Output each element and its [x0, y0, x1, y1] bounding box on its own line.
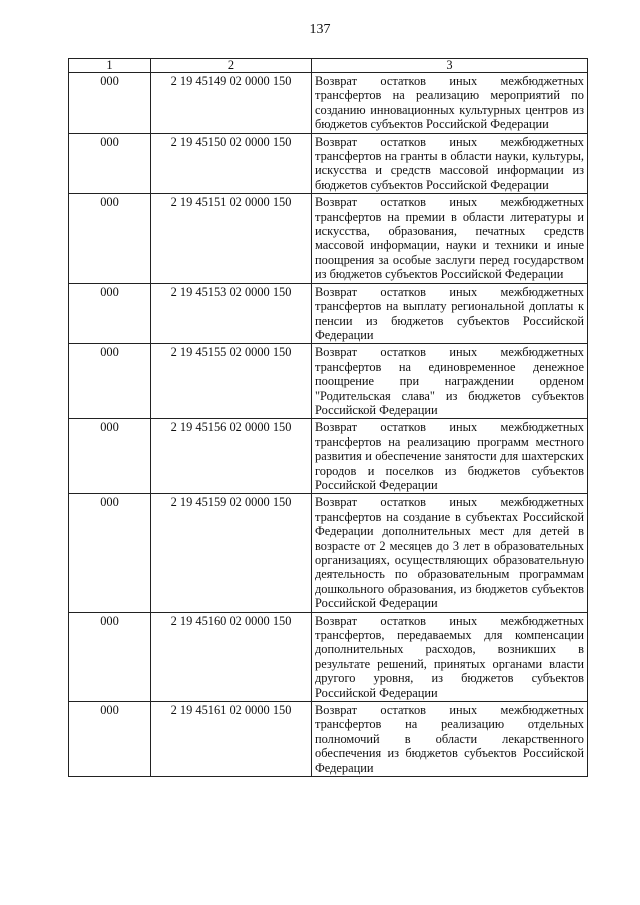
budget-code-cell: 2 19 45149 02 0000 150 [151, 73, 312, 134]
description-cell: Возврат остатков иных межбюджетных трансфертов на единовременное денежное поощрение при награждении орденом "Родительская слава" из бюджетов субъектов Российской Федерации [312, 344, 588, 419]
table-row [69, 419, 588, 494]
budget-code-cell: 2 19 45156 02 0000 150 [151, 419, 312, 494]
description-cell: Возврат остатков иных межбюджетных трансфертов на реализацию программ местного развития и обеспечение занятости для шахтерских городов и поселков из бюджетов субъектов Российской Федерации [312, 419, 588, 494]
description-cell: Возврат остатков иных межбюджетных трансфертов, передаваемых для компенсации дополнительных расходов, возникших в результате решений, принятых органами власти другого уровня, из бюджетов субъектов Российской Федерации [312, 612, 588, 701]
budget-code-cell: 2 19 45160 02 0000 150 [151, 612, 312, 701]
admin-code-cell: 000 [69, 73, 151, 134]
column-header-2: 2 [151, 59, 312, 73]
table-header-row [69, 59, 588, 73]
admin-code-cell: 000 [69, 344, 151, 419]
description-cell: Возврат остатков иных межбюджетных трансфертов на выплату региональной доплаты к пенсии из бюджетов субъектов Российской Федерации [312, 283, 588, 344]
page-number: 137 [309, 22, 331, 37]
table-row [69, 494, 588, 612]
table-row [69, 612, 588, 701]
table-row [69, 702, 588, 777]
budget-code-cell: 2 19 45161 02 0000 150 [151, 702, 312, 777]
column-header-3: 3 [312, 59, 588, 73]
budget-code-cell: 2 19 45151 02 0000 150 [151, 194, 312, 283]
budget-code-cell: 2 19 45153 02 0000 150 [151, 283, 312, 344]
description-cell: Возврат остатков иных межбюджетных трансфертов на реализацию мероприятий по созданию инновационных культурных центров из бюджетов субъектов Российской Федерации [312, 73, 588, 134]
column-header-1: 1 [69, 59, 151, 73]
description-cell: Возврат остатков иных межбюджетных трансфертов на создание в субъектах Российской Федерации дополнительных мест для детей в возрасте от 2 месяцев до 3 лет в образовательных организациях, осуществляющих образовательную деятельность по образовательным программам дошкольного образования, из бюджетов субъектов Российской Федерации [312, 494, 588, 612]
admin-code-cell: 000 [69, 494, 151, 612]
table-row [69, 73, 588, 134]
description-cell: Возврат остатков иных межбюджетных трансфертов на премии в области литературы и искусства, образования, печатных средств массовой информации, науки и техники и иные поощрения за особые заслуги перед государством из бюджетов субъектов Российской Федерации [312, 194, 588, 283]
table-row [69, 283, 588, 344]
table-row [69, 133, 588, 194]
table-row [69, 344, 588, 419]
budget-code-cell: 2 19 45159 02 0000 150 [151, 494, 312, 612]
admin-code-cell: 000 [69, 419, 151, 494]
admin-code-cell: 000 [69, 702, 151, 777]
budget-code-cell: 2 19 45155 02 0000 150 [151, 344, 312, 419]
admin-code-cell: 000 [69, 283, 151, 344]
admin-code-cell: 000 [69, 612, 151, 701]
admin-code-cell: 000 [69, 194, 151, 283]
table-row [69, 194, 588, 283]
budget-classification-table [68, 58, 588, 777]
description-cell: Возврат остатков иных межбюджетных трансфертов на реализацию отдельных полномочий в области лекарственного обеспечения из бюджетов субъектов Российской Федерации [312, 702, 588, 777]
budget-code-cell: 2 19 45150 02 0000 150 [151, 133, 312, 194]
description-cell: Возврат остатков иных межбюджетных трансфертов на гранты в области науки, культуры, искусства и средств массовой информации из бюджетов субъектов Российской Федерации [312, 133, 588, 194]
admin-code-cell: 000 [69, 133, 151, 194]
